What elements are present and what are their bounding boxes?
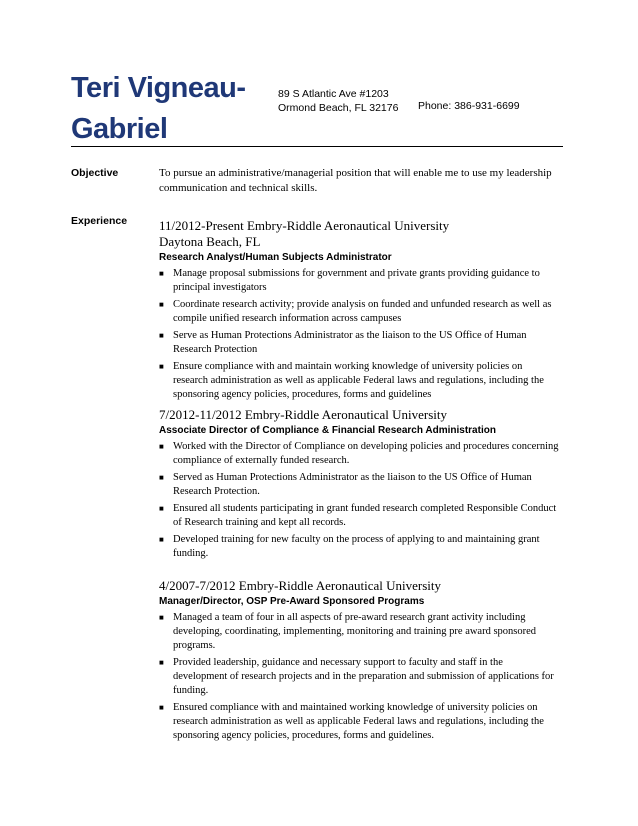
applicant-name: Teri Vigneau-Gabriel xyxy=(71,72,246,145)
duty-item: ■ Coordinate research activity; provide analysis on funded and unfunded research as well as compile unified research information across campuses xyxy=(159,299,552,324)
square-bullet-icon: ■ xyxy=(159,331,164,340)
job-entry xyxy=(159,407,559,564)
duty-item: ■ Worked with the Director of Compliance on developing policies and procedures concerning compliance of externally funded research. xyxy=(159,441,559,466)
square-bullet-icon: ■ xyxy=(159,442,164,451)
square-bullet-icon: ■ xyxy=(159,613,164,622)
job-title: Research Analyst/Human Subjects Administrator xyxy=(159,252,392,263)
square-bullet-icon: ■ xyxy=(159,269,164,278)
experience-label: Experience xyxy=(71,215,128,227)
square-bullet-icon: ■ xyxy=(159,504,164,513)
square-bullet-icon: ■ xyxy=(159,658,164,667)
duty-item: ■ Provided leadership, guidance and necessary support to faculty and staff in the development of research projects and in the preparation and submission of applications for funding. xyxy=(159,657,554,696)
objective-label: Objective xyxy=(71,167,119,179)
square-bullet-icon: ■ xyxy=(159,535,164,544)
address-line-1: 89 S Atlantic Ave #1203 xyxy=(278,88,389,100)
square-bullet-icon: ■ xyxy=(159,362,164,371)
duty-item: ■ Developed training for new faculty on the process of applying to and maintaining grant funding. xyxy=(159,534,540,559)
job-duties-list xyxy=(159,440,559,561)
job-heading: 7/2012-11/2012 Embry-Riddle Aeronautical University xyxy=(159,407,447,422)
job-duties-list xyxy=(159,611,559,743)
duty-item: ■ Ensured compliance with and maintained working knowledge of university policies on research administration as well as applicable Federal laws and regulations, including the sponsoring agency policies, procedures, forms and guidelines. xyxy=(159,702,544,741)
header-divider xyxy=(71,146,563,147)
job-entry xyxy=(159,218,559,405)
job-location: Daytona Beach, FL xyxy=(159,234,261,249)
address-block xyxy=(278,87,398,115)
job-entry xyxy=(159,578,559,746)
job-heading: 11/2012-Present Embry-Riddle Aeronautical University xyxy=(159,218,450,233)
duty-item: ■ Serve as Human Protections Administrator as the liaison to the US Office of Human Research Protection xyxy=(159,330,527,355)
square-bullet-icon: ■ xyxy=(159,300,164,309)
phone-number: Phone: 386-931-6699 xyxy=(418,100,520,112)
job-duties-list xyxy=(159,267,559,402)
duty-item: ■ Manage proposal submissions for government and private grants providing guidance to principal investigators xyxy=(159,268,540,293)
square-bullet-icon: ■ xyxy=(159,473,164,482)
address-line-2: Ormond Beach, FL 32176 xyxy=(278,102,399,114)
square-bullet-icon: ■ xyxy=(159,703,164,712)
objective-text: To pursue an administrative/managerial position that will enable me to use my leadership communication and technical skills. xyxy=(159,167,552,194)
job-heading: 4/2007-7/2012 Embry-Riddle Aeronautical University xyxy=(159,578,441,593)
job-title: Associate Director of Compliance & Financial Research Administration xyxy=(159,425,496,436)
duty-item: ■ Ensured all students participating in grant funded research completed Responsible Conduct of Research training and kept all records. xyxy=(159,503,557,528)
duty-item: ■ Ensure compliance with and maintain working knowledge of university policies on research administration as well as applicable Federal laws and regulations, including the sponsoring agency policies, procedures, forms and guidelines xyxy=(159,361,544,400)
duty-item: ■ Served as Human Protections Administrator as the liaison to the US Office of Human Research Protection. xyxy=(159,472,532,497)
duty-item: ■ Managed a team of four in all aspects of pre-award research grant activity including developing, coordinating, implementing, monitoring and training pre award sponsored programs. xyxy=(159,612,537,651)
job-title: Manager/Director, OSP Pre-Award Sponsored Programs xyxy=(159,596,425,607)
